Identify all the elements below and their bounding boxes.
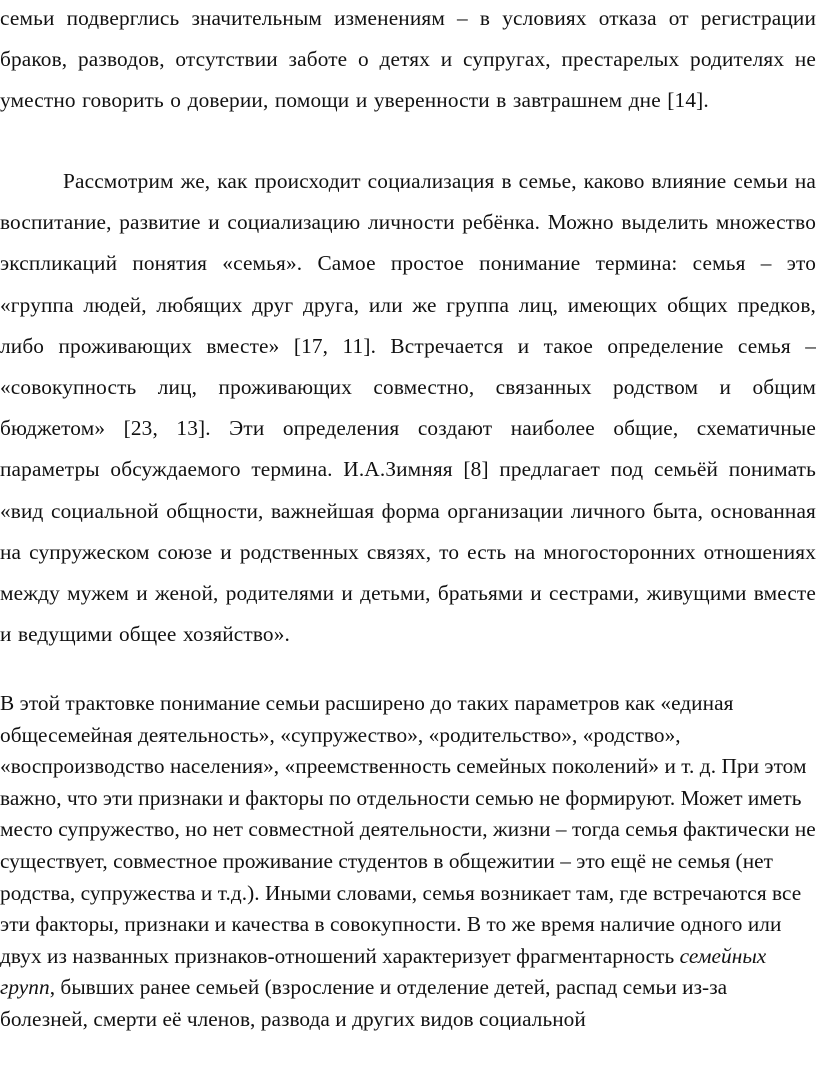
paragraph-text: Рассмотрим же, как происходит социализация в семье, каково влияние семьи на воспитание, развитие и социализацию личности ребёнка. Можно выделить множество экспликаций понятия «семья». Самое простое понимание термина: семья – это «группа людей, любящих друг друга, или же группа лиц, имеющих общих предков, либо проживающих вместе» [17, 11]. Встречается и такое определение семья – «совокупность лиц, проживающих совместно, связанных родством и общим бюджетом» [23, 13]. Эти определения создают наиболее общие, схематичные параметры обсуждаемого термина. И.А.Зимняя [8] предлагает под семьёй понимать «вид социальной общности, важнейшая форма организации личного быта, основанная на супружеском союзе и родственных связях, то есть на многосторонних отношениях между мужем и женой, родителями и детьми, братьями и сестрами, живущими вместе и ведущими общее хозяйство». bbox=[0, 169, 816, 647]
paragraph-family-definitions bbox=[0, 161, 816, 655]
paragraph-text-before: В этой трактовке понимание семьи расширено до таких параметров как «единая общесемейная деятельность», «супружество», «родительство», «родство», «воспроизводство населения», «преемственность семейных поколений» и т. д. При этом важно, что эти признаки и факторы по отдельности семью не формируют. Может иметь место супружество, но нет совместной деятельности, жизни – тогда семья фактически не существует, совместное проживание студентов в общежитии – это ещё не семья (нет родства, супружества и т.д.). Иными словами, семья возникает там, где встречаются все эти факторы, признаки и качества в совокупности. В то же время наличие одного или двух из названных признаков-отношений характеризует фрагментарность bbox=[0, 691, 816, 968]
paragraph-text-after: , бывших ранее семьей (взросление и отделение детей, распад семьи из-за болезней, смерти её членов, развода и других видов социальной bbox=[0, 975, 728, 1031]
paragraph-interpretation bbox=[0, 688, 816, 1036]
paragraph-continuation bbox=[0, 0, 816, 122]
italic-term: семейных групп bbox=[0, 943, 767, 1000]
paragraph-text: семьи подверглись значительным изменениям – в условиях отказа от регистрации браков, разводов, отсутствии заботе о детях и супругах, престарелых родителях не уместно говорить о доверии, помощи и уверенности в завтрашнем дне [14]. bbox=[0, 6, 816, 113]
